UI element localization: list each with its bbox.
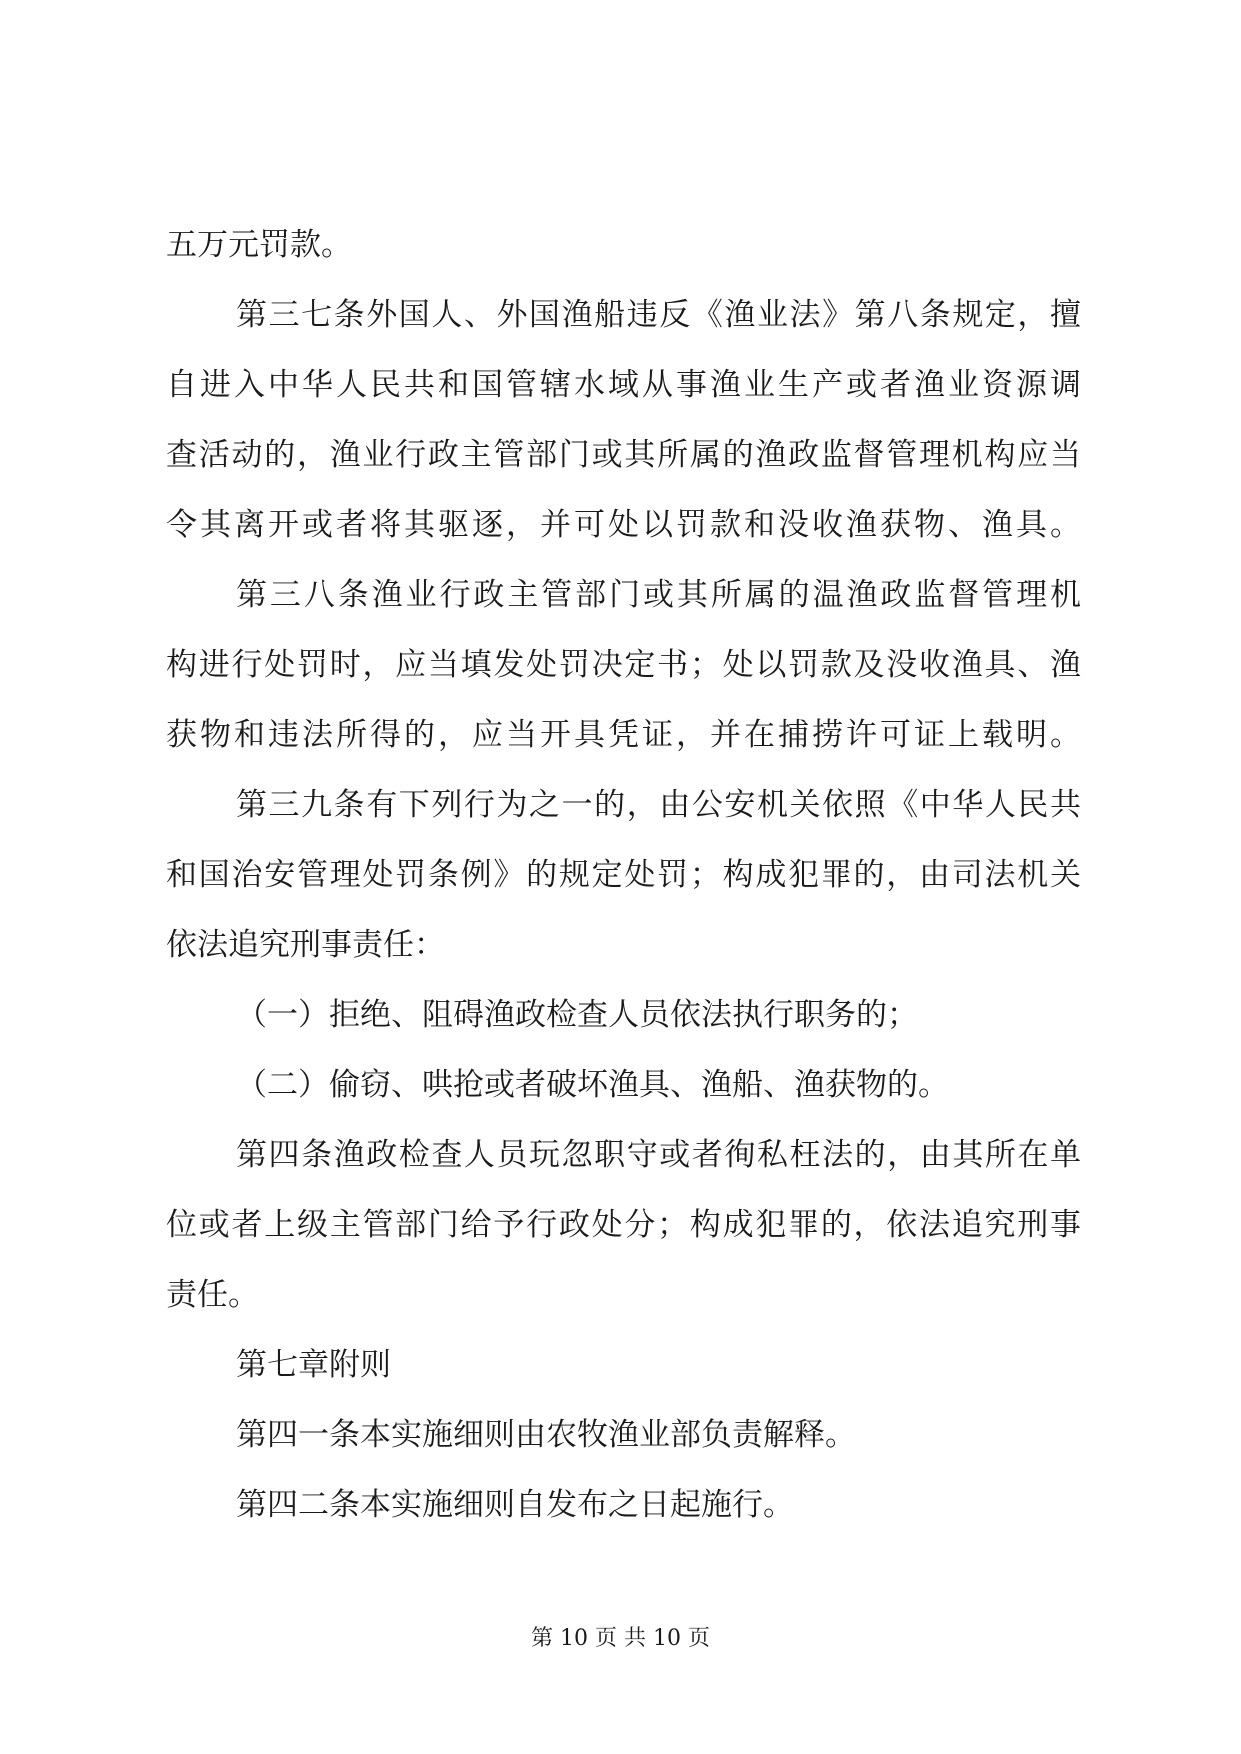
document-body (166, 225, 1081, 1525)
chapter-heading: 第七章附则 (236, 1347, 391, 1383)
text-line: 令其离开或者将其驱逐，并可处以罚款和没收渔获物、渔具。 (166, 507, 1081, 543)
text-line: 位或者上级主管部门给予行政处分；构成犯罪的，依法追究刑事 (166, 1207, 1081, 1243)
text-line: 责任。 (166, 1277, 259, 1313)
text-line: 第三八条渔业行政主管部门或其所属的温渔政监督管理机 (236, 577, 1081, 613)
text-line: 依法追究刑事责任： (166, 927, 445, 963)
text-line: 和国治安管理处罚条例》的规定处罚；构成犯罪的，由司法机关 (166, 857, 1081, 893)
text-line: 构进行处罚时，应当填发处罚决定书；处以罚款及没收渔具、渔 (166, 647, 1081, 683)
text-line: 第四条渔政检查人员玩忽职守或者徇私枉法的，由其所在单 (236, 1137, 1081, 1173)
list-item: （一）拒绝、阻碍渔政检查人员依法执行职务的； (236, 997, 918, 1033)
page-number-footer: 第 10 页 共 10 页 (531, 1626, 710, 1651)
text-line: 第三七条外国人、外国渔船违反《渔业法》第八条规定，擅 (236, 297, 1081, 333)
text-line: 获物和违法所得的，应当开具凭证，并在捕捞许可证上载明。 (166, 717, 1081, 753)
text-line: 第四一条本实施细则由农牧渔业部负责解释。 (236, 1417, 856, 1453)
text-line: 第三九条有下列行为之一的，由公安机关依照《中华人民共 (236, 787, 1081, 823)
text-line: 查活动的，渔业行政主管部门或其所属的渔政监督管理机构应当 (166, 437, 1081, 473)
list-item: （二）偷窃、哄抢或者破坏渔具、渔船、渔获物的。 (236, 1067, 949, 1103)
text-line: 五万元罚款。 (166, 227, 352, 263)
text-line: 第四二条本实施细则自发布之日起施行。 (236, 1487, 794, 1523)
text-line: 自进入中华人民共和国管辖水域从事渔业生产或者渔业资源调 (166, 367, 1081, 403)
